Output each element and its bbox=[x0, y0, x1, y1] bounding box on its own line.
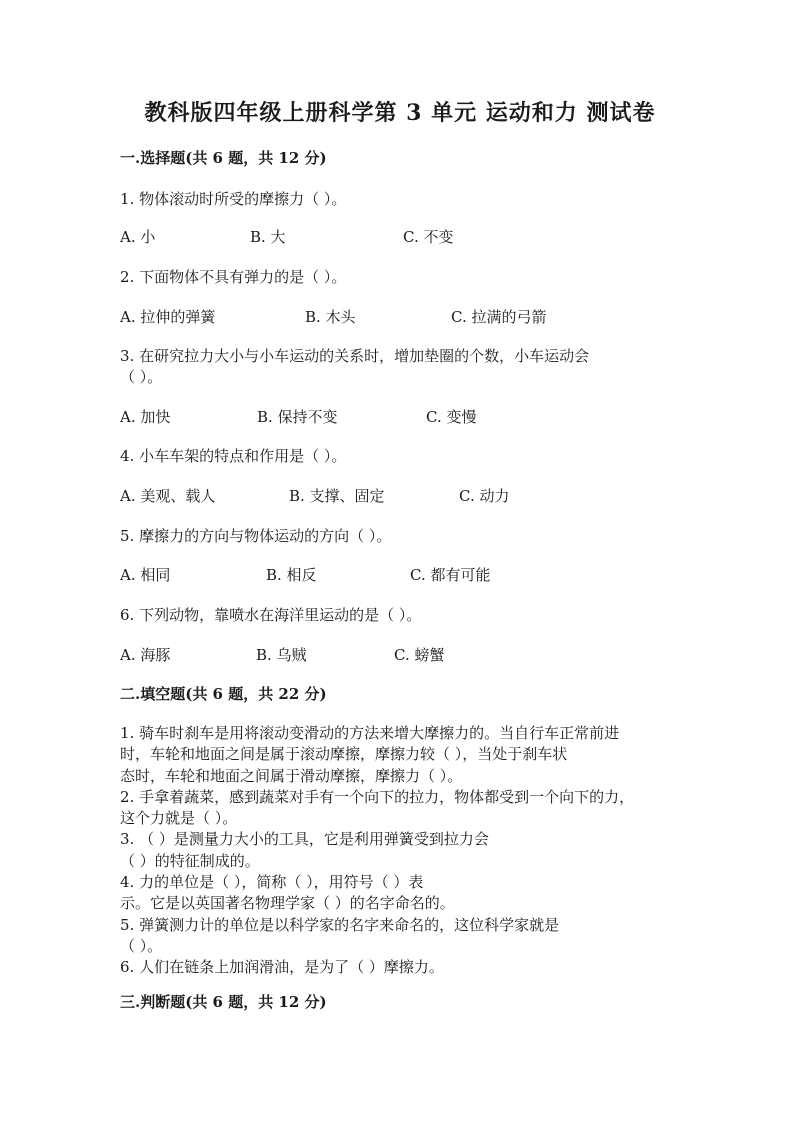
fill-line: 5. 弹簧测力计的单位是以科学家的名字来命名的，这位科学家就是 bbox=[120, 915, 560, 934]
section-heading-choice: 一.选择题(共 6 题，共 12 分) bbox=[120, 149, 327, 167]
question-1: 1. 物体滚动时所受的摩擦力（ ）。 bbox=[120, 190, 347, 208]
question-4: 4. 小车车架的特点和作用是（ ）。 bbox=[120, 447, 347, 465]
fill-in-block bbox=[120, 723, 685, 979]
option-a: A. 小 bbox=[120, 228, 156, 246]
options-5 bbox=[120, 564, 680, 586]
option-b: B. 大 bbox=[250, 228, 286, 246]
options-6 bbox=[120, 644, 680, 666]
option-b: B. 支撑、固定 bbox=[289, 487, 385, 505]
fill-line: 这个力就是（ ）。 bbox=[120, 809, 238, 828]
fill-line: 1. 骑车时刹车是用将滚动变滑动的方法来增大摩擦力的。当自行车正常前进 bbox=[120, 724, 620, 742]
question-2: 2. 下面物体不具有弹力的是（ ）。 bbox=[120, 268, 347, 286]
fill-line: 3. （ ）是测量力大小的工具，它是利用弹簧受到拉力会 bbox=[120, 830, 489, 849]
options-2 bbox=[120, 306, 680, 328]
fill-line: 4. 力的单位是（ ），简称（ ），用符号（ ）表 bbox=[120, 873, 424, 892]
option-c: C. 螃蟹 bbox=[394, 646, 445, 664]
fill-line: （ ）。 bbox=[120, 936, 163, 955]
option-a: A. 相同 bbox=[120, 566, 171, 584]
option-a: A. 加快 bbox=[120, 408, 171, 426]
option-c: C. 动力 bbox=[459, 487, 510, 505]
option-a: A. 海豚 bbox=[120, 646, 171, 664]
options-3 bbox=[120, 406, 680, 428]
option-c: C. 都有可能 bbox=[410, 566, 491, 584]
question-3: 3. 在研究拉力大小与小车运动的关系时，增加垫圈的个数，小车运动会 bbox=[120, 347, 590, 365]
option-a: A. 拉伸的弹簧 bbox=[120, 308, 216, 326]
option-b: B. 乌贼 bbox=[256, 646, 307, 664]
question-5: 5. 摩擦力的方向与物体运动的方向（ ）。 bbox=[120, 527, 392, 545]
fill-line: 示。它是以英国著名物理学家（ ）的名字命名的。 bbox=[120, 894, 455, 913]
options-4 bbox=[120, 485, 680, 507]
question-3-continued: （ ）。 bbox=[120, 368, 163, 386]
question-6: 6. 下列动物，靠喷水在海洋里运动的是（ ）。 bbox=[120, 606, 422, 624]
fill-line: 6. 人们在链条上加润滑油，是为了（ ）摩擦力。 bbox=[120, 958, 444, 977]
option-c: C. 拉满的弓箭 bbox=[451, 308, 547, 326]
options-1 bbox=[120, 226, 680, 248]
fill-line: 2. 手拿着蔬菜，感到蔬菜对手有一个向下的拉力，物体都受到一个向下的力， bbox=[120, 787, 635, 806]
option-b: B. 相反 bbox=[266, 566, 317, 584]
fill-line: 时，车轮和地面之间是属于滚动摩擦，摩擦力较（ ），当处于刹车状 bbox=[120, 745, 568, 764]
option-b: B. 保持不变 bbox=[257, 408, 338, 426]
option-c: C. 不变 bbox=[403, 228, 454, 246]
option-a: A. 美观、载人 bbox=[120, 487, 216, 505]
fill-line: （ ）的特征制成的。 bbox=[120, 851, 260, 870]
section-heading-judge: 三.判断题(共 6 题，共 12 分) bbox=[120, 993, 327, 1011]
option-b: B. 木头 bbox=[305, 308, 356, 326]
section-heading-fill: 二.填空题(共 6 题，共 22 分) bbox=[120, 685, 327, 703]
page-title: 教科版四年级上册科学第 3 单元 运动和力 测试卷 bbox=[144, 100, 656, 126]
option-c: C. 变慢 bbox=[426, 408, 477, 426]
fill-line: 态时，车轮和地面之间属于滑动摩擦，摩擦力（ ）。 bbox=[120, 766, 463, 785]
